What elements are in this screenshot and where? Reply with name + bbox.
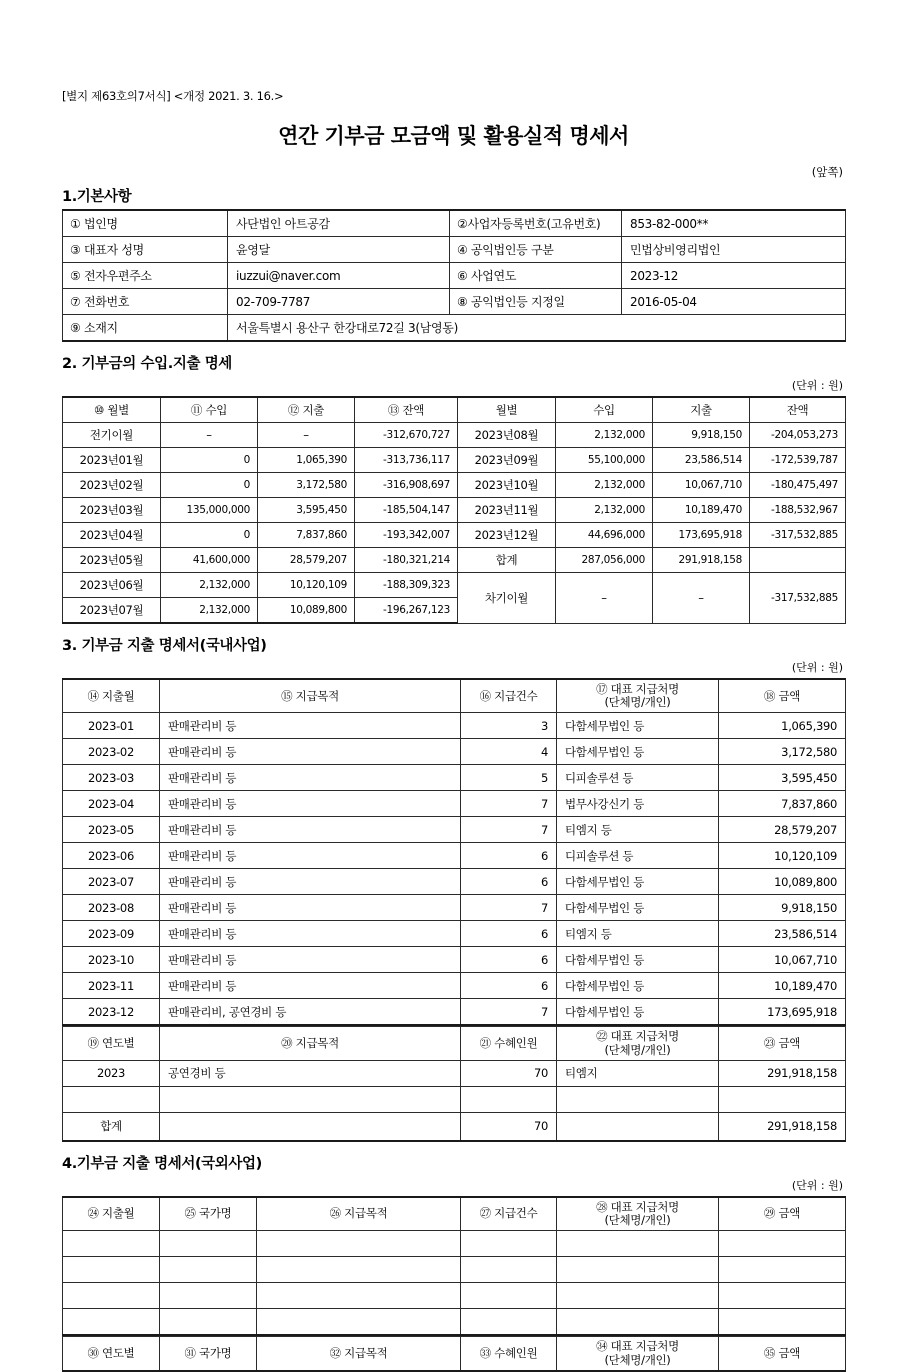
cell-total-balance bbox=[750, 548, 846, 573]
table-row bbox=[63, 548, 846, 573]
cell-month: 2023년02월 bbox=[63, 473, 161, 498]
table-row bbox=[63, 1112, 846, 1141]
cell-beneficiaries: 70 bbox=[461, 1060, 557, 1086]
cell-amount: 173,695,918 bbox=[719, 999, 846, 1026]
table-row bbox=[63, 498, 846, 523]
col-amount: ㉓ 금액 bbox=[719, 1027, 846, 1060]
cell-income: 2,132,000 bbox=[556, 473, 653, 498]
cell-purpose: 판매관리비 등 bbox=[160, 817, 461, 843]
col-purpose: ㉖ 지급목적 bbox=[257, 1197, 461, 1231]
col-beneficiaries: ㉝ 수혜인원 bbox=[461, 1337, 557, 1371]
value-address: 서울특별시 용산구 한강대로72길 3(남영동) bbox=[228, 315, 846, 342]
cell-expense: 1,065,390 bbox=[258, 448, 355, 473]
table-row bbox=[63, 869, 846, 895]
table-row bbox=[63, 947, 846, 973]
cell-balance: -180,321,214 bbox=[355, 548, 458, 573]
label-email: ⑤ 전자우편주소 bbox=[63, 263, 228, 289]
col-payee-line2: (단체명/개인) bbox=[604, 695, 671, 710]
cell-purpose: 판매관리비 등 bbox=[160, 973, 461, 999]
cell-payee: 다함세무법인 등 bbox=[557, 869, 719, 895]
domestic-yearly-summary-table bbox=[62, 1026, 846, 1141]
col-income-right: 수입 bbox=[556, 397, 653, 423]
form-code: [별지 제63호의7서식] <개정 2021. 3. 16.> bbox=[62, 89, 284, 103]
table-row bbox=[63, 921, 846, 947]
cell-payee: 다함세무법인 등 bbox=[557, 947, 719, 973]
cell-count: 7 bbox=[461, 999, 557, 1026]
table-row bbox=[63, 315, 846, 342]
cell-purpose: 판매관리비 등 bbox=[160, 713, 461, 739]
cell-month: 2023-10 bbox=[63, 947, 160, 973]
cell-month: 2023년03월 bbox=[63, 498, 161, 523]
table-header-row bbox=[63, 397, 846, 423]
cell-count: 7 bbox=[461, 817, 557, 843]
cell-purpose bbox=[257, 1283, 461, 1309]
table-row bbox=[63, 1086, 846, 1112]
value-email: iuzzui@naver.com bbox=[228, 263, 450, 289]
basic-info-table bbox=[62, 209, 846, 342]
cell-month: 2023-02 bbox=[63, 739, 160, 765]
cell-count: 6 bbox=[461, 869, 557, 895]
label-corp-type: ④ 공익법인등 구분 bbox=[450, 237, 622, 263]
cell-month: 2023년07월 bbox=[63, 598, 161, 624]
donation-flow-table bbox=[62, 396, 846, 624]
overseas-yearly-summary-table bbox=[62, 1336, 846, 1371]
col-payee bbox=[557, 1197, 719, 1231]
cell-payee bbox=[557, 1086, 719, 1112]
cell-payee bbox=[557, 1283, 719, 1309]
cell-month: 2023-06 bbox=[63, 843, 160, 869]
col-balance-left: ⑬ 잔액 bbox=[355, 397, 458, 423]
label-designation-date: ⑧ 공익법인등 지정일 bbox=[450, 289, 622, 315]
cell-purpose: 판매관리비 등 bbox=[160, 791, 461, 817]
table-row bbox=[63, 999, 846, 1026]
cell-purpose bbox=[257, 1231, 461, 1257]
cell-balance: -188,309,323 bbox=[355, 573, 458, 598]
cell-purpose: 판매관리비 등 bbox=[160, 843, 461, 869]
cell-month: 2023-01 bbox=[63, 713, 160, 739]
cell-amount: 10,189,470 bbox=[719, 973, 846, 999]
cell-purpose: 판매관리비 등 bbox=[160, 739, 461, 765]
cell-amount: 23,586,514 bbox=[719, 921, 846, 947]
cell-month bbox=[63, 1283, 160, 1309]
cell-carryover-income: – bbox=[556, 573, 653, 624]
table-row bbox=[63, 573, 846, 598]
table-row bbox=[63, 817, 846, 843]
cell-country bbox=[160, 1257, 257, 1283]
col-payee-line2: (단체명/개인) bbox=[604, 1042, 671, 1057]
cell-purpose bbox=[257, 1257, 461, 1283]
cell-amount: 291,918,158 bbox=[719, 1060, 846, 1086]
col-payee bbox=[557, 1337, 719, 1371]
cell-expense: 9,918,150 bbox=[653, 423, 750, 448]
cell-expense: 3,172,580 bbox=[258, 473, 355, 498]
cell-month: 2023-11 bbox=[63, 973, 160, 999]
cell-balance: -312,670,727 bbox=[355, 423, 458, 448]
overseas-expense-table bbox=[62, 1196, 846, 1336]
cell-income: 2,132,000 bbox=[161, 573, 258, 598]
col-payee-line1: ㉞ 대표 지급처명 bbox=[596, 1339, 679, 1354]
col-count: ㉗ 지급건수 bbox=[461, 1197, 557, 1231]
cell-month: 2023년12월 bbox=[458, 523, 556, 548]
cell-income: 0 bbox=[161, 448, 258, 473]
cell-payee: 디피솔루션 등 bbox=[557, 765, 719, 791]
cell-balance: -188,532,967 bbox=[750, 498, 846, 523]
cell-month: 전기이월 bbox=[63, 423, 161, 448]
cell-balance: -172,539,787 bbox=[750, 448, 846, 473]
cell-carryover-balance: -317,532,885 bbox=[750, 573, 846, 624]
cell-expense: 7,837,860 bbox=[258, 523, 355, 548]
cell-carryover-expense: – bbox=[653, 573, 750, 624]
col-purpose: ⑮ 지급목적 bbox=[160, 679, 461, 713]
table-row bbox=[63, 1283, 846, 1309]
cell-amount: 10,067,710 bbox=[719, 947, 846, 973]
cell-payee: 법무사강신기 등 bbox=[557, 791, 719, 817]
cell-month: 2023년10월 bbox=[458, 473, 556, 498]
col-year: ㉚ 연도별 bbox=[63, 1337, 160, 1371]
cell-month: 2023년06월 bbox=[63, 573, 161, 598]
table-row bbox=[63, 448, 846, 473]
table-header-row bbox=[63, 1027, 846, 1060]
value-business-number: 853-82-000** bbox=[622, 210, 846, 237]
cell-amount: 28,579,207 bbox=[719, 817, 846, 843]
label-address: ⑨ 소재지 bbox=[63, 315, 228, 342]
cell-purpose: 공연경비 등 bbox=[160, 1060, 461, 1086]
col-expense-right: 지출 bbox=[653, 397, 750, 423]
cell-expense: 173,695,918 bbox=[653, 523, 750, 548]
table-row bbox=[63, 1231, 846, 1257]
cell-expense: 10,089,800 bbox=[258, 598, 355, 624]
cell-total-income: 287,056,000 bbox=[556, 548, 653, 573]
label-corp-name: ① 법인명 bbox=[63, 210, 228, 237]
cell-count: 6 bbox=[461, 921, 557, 947]
table-row bbox=[63, 713, 846, 739]
table-row bbox=[63, 263, 846, 289]
cell-income: 2,132,000 bbox=[161, 598, 258, 624]
cell-count: 7 bbox=[461, 791, 557, 817]
cell-count: 6 bbox=[461, 973, 557, 999]
cell-month: 2023-07 bbox=[63, 869, 160, 895]
col-purpose: ㉜ 지급목적 bbox=[257, 1337, 461, 1371]
cell-income: – bbox=[161, 423, 258, 448]
cell-country bbox=[160, 1231, 257, 1257]
section-1-heading: 1.기본사항 bbox=[62, 189, 132, 205]
col-amount: ⑱ 금액 bbox=[719, 679, 846, 713]
cell-count bbox=[461, 1309, 557, 1336]
cell-count: 6 bbox=[461, 843, 557, 869]
col-payee bbox=[557, 679, 719, 713]
cell-amount: 3,172,580 bbox=[719, 739, 846, 765]
col-amount: ㉙ 금액 bbox=[719, 1197, 846, 1231]
col-month-left: ⑩ 월별 bbox=[63, 397, 161, 423]
table-row bbox=[63, 473, 846, 498]
cell-count: 5 bbox=[461, 765, 557, 791]
table-row bbox=[63, 1060, 846, 1086]
cell-purpose: 판매관리비 등 bbox=[160, 869, 461, 895]
cell-amount bbox=[719, 1231, 846, 1257]
value-representative: 윤영달 bbox=[228, 237, 450, 263]
cell-country bbox=[160, 1309, 257, 1336]
value-phone: 02-709-7787 bbox=[228, 289, 450, 315]
cell-purpose bbox=[257, 1309, 461, 1336]
cell-balance: -316,908,697 bbox=[355, 473, 458, 498]
cell-payee: 티엠지 bbox=[557, 1060, 719, 1086]
cell-payee: 다함세무법인 등 bbox=[557, 713, 719, 739]
col-country: ㉕ 국가명 bbox=[160, 1197, 257, 1231]
table-row bbox=[63, 895, 846, 921]
col-month-right: 월별 bbox=[458, 397, 556, 423]
table-row bbox=[63, 210, 846, 237]
value-designation-date: 2016-05-04 bbox=[622, 289, 846, 315]
cell-expense: 28,579,207 bbox=[258, 548, 355, 573]
cell-payee: 디피솔루션 등 bbox=[557, 843, 719, 869]
cell-total-purpose bbox=[160, 1112, 461, 1141]
section-4-heading: 4.기부금 지출 명세서(국외사업) bbox=[62, 1155, 262, 1172]
cell-balance: -317,532,885 bbox=[750, 523, 846, 548]
cell-income: 135,000,000 bbox=[161, 498, 258, 523]
col-year: ⑲ 연도별 bbox=[63, 1027, 160, 1060]
cell-income: 55,100,000 bbox=[556, 448, 653, 473]
cell-purpose: 판매관리비, 공연경비 등 bbox=[160, 999, 461, 1026]
cell-amount bbox=[719, 1309, 846, 1336]
cell-amount: 1,065,390 bbox=[719, 713, 846, 739]
col-purpose: ⑳ 지급목적 bbox=[160, 1027, 461, 1060]
table-header-row bbox=[63, 679, 846, 713]
cell-purpose: 판매관리비 등 bbox=[160, 895, 461, 921]
cell-carryover-label: 차기이월 bbox=[458, 573, 556, 624]
section-4-unit: (단위 : 원) bbox=[791, 1178, 843, 1192]
table-header-row bbox=[63, 1197, 846, 1231]
cell-beneficiaries bbox=[461, 1086, 557, 1112]
cell-count bbox=[461, 1231, 557, 1257]
table-row bbox=[63, 843, 846, 869]
cell-count: 3 bbox=[461, 713, 557, 739]
cell-amount: 10,089,800 bbox=[719, 869, 846, 895]
cell-balance: -204,053,273 bbox=[750, 423, 846, 448]
section-3-heading: 3. 기부금 지출 명세서(국내사업) bbox=[62, 638, 267, 654]
cell-expense: 10,067,710 bbox=[653, 473, 750, 498]
cell-payee bbox=[557, 1231, 719, 1257]
cell-payee: 다함세무법인 등 bbox=[557, 739, 719, 765]
col-payee bbox=[557, 1027, 719, 1060]
cell-total-amount: 291,918,158 bbox=[719, 1112, 846, 1141]
cell-payee: 다함세무법인 등 bbox=[557, 973, 719, 999]
cell-month bbox=[63, 1257, 160, 1283]
cell-income: 41,600,000 bbox=[161, 548, 258, 573]
table-row bbox=[63, 523, 846, 548]
table-row bbox=[63, 1309, 846, 1336]
cell-month: 2023년04월 bbox=[63, 523, 161, 548]
table-row bbox=[63, 739, 846, 765]
cell-total-label: 합계 bbox=[63, 1112, 160, 1141]
col-amount: ㉟ 금액 bbox=[719, 1337, 846, 1371]
cell-month: 2023년08월 bbox=[458, 423, 556, 448]
col-expense-month: ⑭ 지출월 bbox=[63, 679, 160, 713]
cell-expense: – bbox=[258, 423, 355, 448]
cell-payee: 티엠지 등 bbox=[557, 921, 719, 947]
value-corp-type: 민법상비영리법인 bbox=[622, 237, 846, 263]
col-balance-right: 잔액 bbox=[750, 397, 846, 423]
cell-payee: 다함세무법인 등 bbox=[557, 999, 719, 1026]
cell-month: 2023-04 bbox=[63, 791, 160, 817]
table-row bbox=[63, 237, 846, 263]
cell-total-beneficiaries: 70 bbox=[461, 1112, 557, 1141]
label-fiscal-year: ⑥ 사업연도 bbox=[450, 263, 622, 289]
cell-income: 44,696,000 bbox=[556, 523, 653, 548]
table-header-row bbox=[63, 1337, 846, 1371]
cell-expense: 10,189,470 bbox=[653, 498, 750, 523]
col-country: ㉛ 국가명 bbox=[160, 1337, 257, 1371]
cell-amount: 9,918,150 bbox=[719, 895, 846, 921]
cell-count: 7 bbox=[461, 895, 557, 921]
label-phone: ⑦ 전화번호 bbox=[63, 289, 228, 315]
cell-country bbox=[160, 1283, 257, 1309]
cell-purpose: 판매관리비 등 bbox=[160, 765, 461, 791]
cell-month: 2023-05 bbox=[63, 817, 160, 843]
cell-total-expense: 291,918,158 bbox=[653, 548, 750, 573]
cell-amount: 10,120,109 bbox=[719, 843, 846, 869]
table-row bbox=[63, 765, 846, 791]
cell-month: 2023년01월 bbox=[63, 448, 161, 473]
cell-payee bbox=[557, 1309, 719, 1336]
cell-month: 2023-03 bbox=[63, 765, 160, 791]
table-row bbox=[63, 289, 846, 315]
section-2-unit: (단위 : 원) bbox=[791, 379, 843, 392]
cell-amount: 7,837,860 bbox=[719, 791, 846, 817]
col-payee-line2: (단체명/개인) bbox=[604, 1213, 671, 1228]
cell-month: 2023년09월 bbox=[458, 448, 556, 473]
cell-payee: 티엠지 등 bbox=[557, 817, 719, 843]
cell-count bbox=[461, 1257, 557, 1283]
col-payee-line1: ㉒ 대표 지급처명 bbox=[596, 1029, 679, 1044]
cell-month: 2023년05월 bbox=[63, 548, 161, 573]
table-row bbox=[63, 791, 846, 817]
domestic-expense-table bbox=[62, 678, 846, 1026]
cell-purpose: 판매관리비 등 bbox=[160, 947, 461, 973]
page-side-note: (앞쪽) bbox=[811, 165, 843, 179]
cell-expense: 3,595,450 bbox=[258, 498, 355, 523]
cell-month: 2023년11월 bbox=[458, 498, 556, 523]
cell-income: 2,132,000 bbox=[556, 423, 653, 448]
cell-total-label: 합계 bbox=[458, 548, 556, 573]
page-title: 연간 기부금 모금액 및 활용실적 명세서 bbox=[278, 124, 629, 148]
cell-balance: -193,342,007 bbox=[355, 523, 458, 548]
cell-purpose: 판매관리비 등 bbox=[160, 921, 461, 947]
col-beneficiaries: ㉑ 수혜인원 bbox=[461, 1027, 557, 1060]
label-business-number: ②사업자등록번호(고유번호) bbox=[450, 210, 622, 237]
cell-income: 2,132,000 bbox=[556, 498, 653, 523]
cell-year: 2023 bbox=[63, 1060, 160, 1086]
cell-month bbox=[63, 1231, 160, 1257]
cell-balance: -196,267,123 bbox=[355, 598, 458, 624]
table-row bbox=[63, 1257, 846, 1283]
cell-balance: -180,475,497 bbox=[750, 473, 846, 498]
label-representative: ③ 대표자 성명 bbox=[63, 237, 228, 263]
table-row bbox=[63, 423, 846, 448]
cell-month: 2023-12 bbox=[63, 999, 160, 1026]
cell-income: 0 bbox=[161, 523, 258, 548]
cell-count: 4 bbox=[461, 739, 557, 765]
cell-total-payee bbox=[557, 1112, 719, 1141]
cell-amount: 3,595,450 bbox=[719, 765, 846, 791]
col-expense-left: ⑫ 지출 bbox=[258, 397, 355, 423]
col-payee-line1: ㉘ 대표 지급처명 bbox=[596, 1199, 679, 1214]
table-row bbox=[63, 973, 846, 999]
cell-payee: 다함세무법인 등 bbox=[557, 895, 719, 921]
section-3-unit: (단위 : 원) bbox=[791, 661, 843, 674]
cell-purpose bbox=[160, 1086, 461, 1112]
cell-amount bbox=[719, 1086, 846, 1112]
cell-amount bbox=[719, 1257, 846, 1283]
value-fiscal-year: 2023-12 bbox=[622, 263, 846, 289]
cell-payee bbox=[557, 1257, 719, 1283]
cell-year bbox=[63, 1086, 160, 1112]
col-income-left: ⑪ 수입 bbox=[161, 397, 258, 423]
cell-month: 2023-08 bbox=[63, 895, 160, 921]
cell-month bbox=[63, 1309, 160, 1336]
col-payee-line2: (단체명/개인) bbox=[604, 1352, 671, 1367]
cell-income: 0 bbox=[161, 473, 258, 498]
cell-balance: -313,736,117 bbox=[355, 448, 458, 473]
section-2-heading: 2. 기부금의 수입.지출 명세 bbox=[62, 356, 232, 372]
col-payee-line1: ⑰ 대표 지급처명 bbox=[596, 682, 679, 696]
cell-month: 2023-09 bbox=[63, 921, 160, 947]
cell-balance: -185,504,147 bbox=[355, 498, 458, 523]
col-expense-month: ㉔ 지출월 bbox=[63, 1197, 160, 1231]
value-corp-name: 사단법인 아트공감 bbox=[228, 210, 450, 237]
col-count: ⑯ 지급건수 bbox=[461, 679, 557, 713]
cell-expense: 23,586,514 bbox=[653, 448, 750, 473]
cell-expense: 10,120,109 bbox=[258, 573, 355, 598]
cell-amount bbox=[719, 1283, 846, 1309]
cell-count: 6 bbox=[461, 947, 557, 973]
cell-count bbox=[461, 1283, 557, 1309]
